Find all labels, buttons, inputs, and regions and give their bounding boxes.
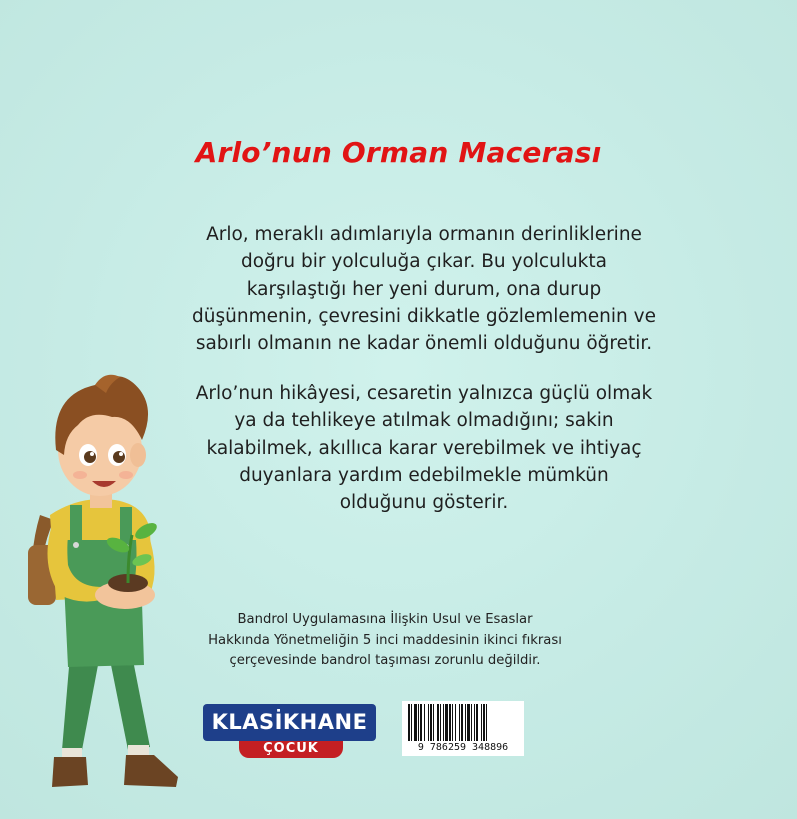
barcode-bar	[481, 704, 482, 741]
description-paragraph-2	[160, 380, 688, 516]
barcode-bar	[483, 704, 485, 741]
eye-highlight	[119, 452, 123, 456]
barcode-bar	[445, 704, 448, 741]
publisher-name: KLASİKHANE	[203, 704, 376, 741]
text-line: duyanlara yardım edebilmekle mümkün	[239, 464, 609, 486]
barcode-bar	[418, 704, 419, 741]
text-line: kalabilmek, akıllıca karar verebilmek ve ihtiyaç	[206, 437, 642, 459]
barcode-number: 9 786259 348896	[417, 742, 509, 753]
cheek	[73, 471, 87, 479]
notice-line: Hakkında Yönetmeliğin 5 inci maddesinin ikinci fıkrası	[208, 632, 562, 648]
barcode-bar	[449, 704, 451, 741]
barcode-bar	[433, 704, 434, 741]
barcode-bar	[411, 704, 412, 741]
barcode-bar	[414, 704, 417, 741]
left-leg	[62, 655, 98, 750]
publisher-sub-label: ÇOCUK	[239, 739, 343, 758]
barcode-bar	[467, 704, 470, 741]
barcode-bar	[428, 704, 429, 741]
right-leg	[110, 655, 150, 750]
boy-illustration	[20, 355, 220, 805]
pupil	[113, 451, 125, 463]
text-line: doğru bir yolculuğa çıkar. Bu yolculukta	[241, 251, 607, 273]
book-title: Arlo’nun Orman Macerası	[195, 136, 602, 169]
barcode-bar	[424, 704, 425, 741]
right-boot	[124, 755, 178, 787]
left-boot	[52, 757, 88, 787]
isbn-barcode	[402, 701, 524, 756]
barcode-bar	[420, 704, 422, 741]
publisher-logo	[203, 704, 376, 757]
text-line: Arlo, meraklı adımlarıyla ormanın derinliklerine	[206, 224, 642, 245]
barcode-bar	[430, 704, 432, 741]
text-line: ya da tehlikeye atılmak olmadığını; sakin	[234, 410, 614, 432]
barcode-bar	[476, 704, 478, 741]
barcode-bar	[471, 704, 472, 741]
barcode-bar	[455, 704, 456, 741]
barcode-bar	[486, 704, 487, 741]
barcode-bar	[474, 704, 475, 741]
text-line: karşılaştığı her yeni durum, ona durup	[246, 278, 602, 300]
notice-line: çerçevesinde bandrol taşıması zorunlu değildir.	[229, 653, 541, 669]
barcode-bar	[408, 704, 410, 741]
notice-line: Bandrol Uygulamasına İlişkin Usul ve Esaslar	[237, 612, 533, 627]
barcode-bar	[465, 704, 466, 741]
barcode-bar	[440, 704, 441, 741]
barcode-bar	[461, 704, 463, 741]
text-line: sabırlı olmanın ne kadar önemli olduğunu öğretir.	[195, 333, 653, 355]
button	[73, 542, 79, 548]
barcode-bar	[459, 704, 460, 741]
text-line: olduğunu gösterir.	[339, 492, 509, 514]
cheek	[119, 471, 133, 479]
barcode-bar	[443, 704, 444, 741]
pupil	[84, 451, 96, 463]
barcode-bar	[452, 704, 453, 741]
overall-strap-left	[70, 505, 82, 545]
bandrol-notice	[155, 610, 615, 672]
barcode-bars	[402, 701, 524, 743]
description-paragraph-1	[160, 221, 688, 357]
barcode-bar	[437, 704, 439, 741]
text-line: düşünmenin, çevresini dikkatle gözlemlemenin ve	[192, 305, 656, 327]
eye-highlight	[90, 452, 94, 456]
ear	[130, 443, 146, 467]
text-line: Arlo’nun hikâyesi, cesaretin yalnızca güçlü olmak	[195, 383, 653, 404]
